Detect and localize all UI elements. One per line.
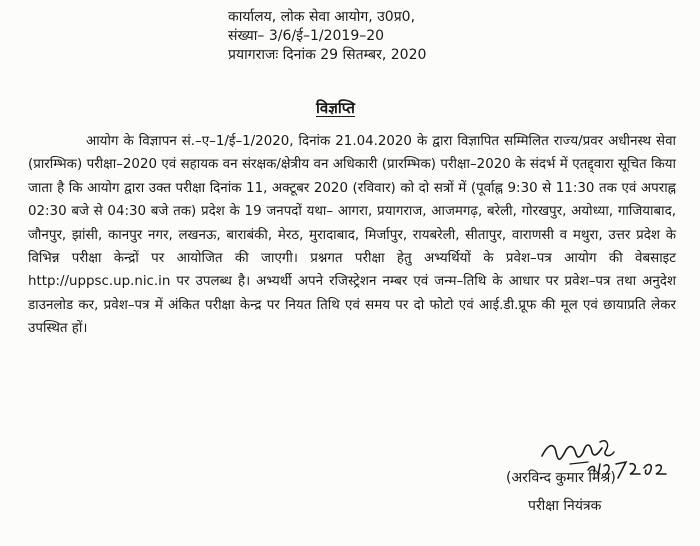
reference-number: संख्या– 3/6/ई–1/2019–20 [228, 28, 385, 44]
notice-body: आयोग के विज्ञापन सं.–ए–1/ई–1/2020, दिनांक 21.04.2020 के द्वारा विज्ञापित सम्मिलित राज्य/प्रवर अधीनस्थ सेवा (प्रारम्भिक) परीक्षा–2020 एवं सहायक वन संरक्षक/क्षेत्रीय वन अधिकारी (प्रारम्भिक) परीक्षा–2020 के संदर्भ में एतद्द्वारा सूचित किया जाता है कि आयोग द्वारा उक्त परीक्षा दिनांक 11, अक्टूबर 2020 (रविवार) को दो सत्रों में (पूर्वाह्न 9:30 से 11:30 तक एवं अपराह्न 02:30 बजे से 04:30 बजे तक) प्रदेश के 19 जनपदों यथा– आगरा, प्रयागराज, आजमगढ़, बरेली, गोरखपुर, अयोध्या, गाजियाबाद, जौनपुर, झांसी, कानपुर नगर, लखनऊ, बाराबंकी, मेरठ, मुरादाबाद, मिर्जापुर, रायबरेली, सीतापुर, वाराणसी व मथुरा, उत्तर प्रदेश के विभिन्न परीक्षा केन्द्रों पर आयोजित की जाएगी। प्रश्नगत परीक्षा हेतु अभ्यर्थियों के प्रवेश–पत्र आयोग की वेबसाइट http://uppsc.up.nic.in पर उपलब्ध है। अभ्यर्थी अपने रजिस्ट्रेशन नम्बर एवं जन्म–तिथि के आधार पर प्रवेश–पत्र तथा अनुदेश डाउनलोड कर, प्रवेश–पत्र में अंकित परीक्षा केन्द्र पर नियत तिथि एवं समय पर दो फोटो एवं आई.डी.प्रूफ की मूल एवं छायाप्रति लेकर उपस्थित हों। [28, 134, 676, 337]
place-date: प्रयागराजः दिनांक 29 सितम्बर, 2020 [228, 47, 427, 63]
signer-designation: परीक्षा नियंत्रक [528, 498, 602, 514]
office-line: कार्यालय, लोक सेवा आयोग, उ0प्र0, [228, 9, 416, 25]
notice-title: विज्ञप्ति [316, 99, 355, 117]
office-header [228, 8, 508, 65]
signer-name: (अरविन्द कुमार मिश्र) [506, 470, 616, 486]
